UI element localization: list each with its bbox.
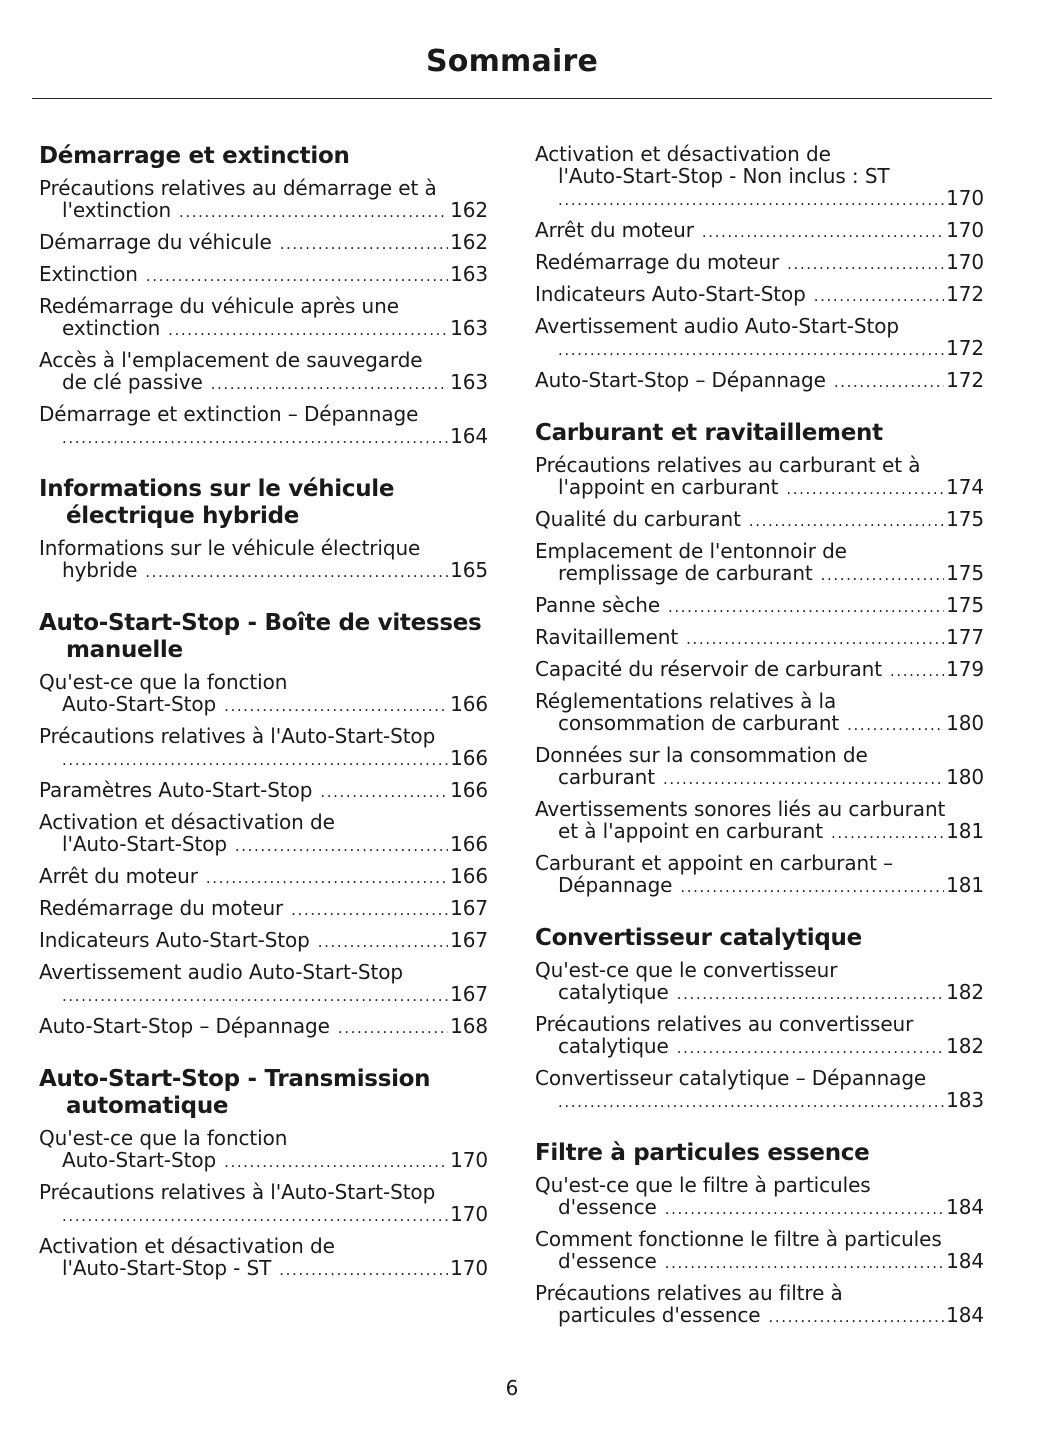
section-title: Filtre à particules essence xyxy=(535,1140,870,1166)
entry-title-last-line: de clé passive xyxy=(62,370,203,394)
page-ref: 167 xyxy=(450,896,488,920)
dot-leader xyxy=(558,189,944,211)
entry-title-line: Avertissements sonores liés au carburant xyxy=(535,797,946,821)
entry-title-last-line: d'essence xyxy=(558,1195,657,1219)
page-ref: 170 xyxy=(946,186,984,210)
dot-leader xyxy=(749,510,944,532)
toc-entry[interactable] xyxy=(535,283,984,307)
toc-section xyxy=(535,420,984,898)
entry-title-line: Convertisseur catalytique – Dépannage xyxy=(535,1066,927,1090)
toc-entry[interactable] xyxy=(39,537,488,583)
dot-leader xyxy=(677,983,944,1005)
entry-title-last-line: l'Auto-Start-Stop - ST xyxy=(62,1256,272,1280)
entry-title-last-line: Arrêt du moteur xyxy=(39,864,198,888)
dot-leader xyxy=(320,781,448,803)
page-ref: 164 xyxy=(450,424,488,448)
toc-entry[interactable] xyxy=(39,897,488,921)
entry-title-line: Qu'est-ce que la fonction xyxy=(39,670,288,694)
toc-entry[interactable] xyxy=(39,961,488,1007)
dot-leader xyxy=(787,253,944,275)
entry-title-last-line: Panne sèche xyxy=(535,593,661,617)
dot-leader xyxy=(702,221,944,243)
toc-entry[interactable] xyxy=(39,1235,488,1281)
entry-title-last-line: Qualité du carburant xyxy=(535,507,741,531)
entry-title-line: Carburant et appoint en carburant – xyxy=(535,851,894,875)
entry-title-last-line: l'Auto-Start-Stop xyxy=(62,832,227,856)
entry-title-line: Précautions relatives au carburant et à xyxy=(535,453,921,477)
page-ref: 170 xyxy=(946,218,984,242)
page-ref: 165 xyxy=(450,558,488,582)
page-ref: 166 xyxy=(450,832,488,856)
toc-entry[interactable] xyxy=(535,251,984,275)
toc-entry[interactable] xyxy=(535,1013,984,1059)
entry-title-line: Redémarrage du véhicule après une xyxy=(39,294,399,318)
entry-title-line: Précautions relatives au filtre à xyxy=(535,1281,843,1305)
entry-title-last-line: Paramètres Auto-Start-Stop xyxy=(39,778,313,802)
entry-title-line: Accès à l'emplacement de sauvegarde xyxy=(39,348,423,372)
toc-entry[interactable] xyxy=(535,798,984,844)
dot-leader xyxy=(224,1151,448,1173)
entry-title-last-line: Auto-Start-Stop – Dépannage xyxy=(39,1014,330,1038)
page-number: 6 xyxy=(505,1376,519,1400)
page-ref: 170 xyxy=(450,1148,488,1172)
toc-entry[interactable] xyxy=(39,811,488,857)
entry-title-last-line: Arrêt du moteur xyxy=(535,218,694,242)
toc-entry[interactable] xyxy=(39,349,488,395)
toc-section xyxy=(535,925,984,1113)
section-title: Auto-Start-Stop - Boîte de vitesses manuelle xyxy=(39,610,482,663)
toc-entry[interactable] xyxy=(39,231,488,255)
section-title: Informations sur le véhicule électrique hybride xyxy=(39,476,395,529)
dot-leader xyxy=(338,1017,448,1039)
dot-leader xyxy=(179,201,448,223)
entry-title-last-line: Redémarrage du moteur xyxy=(535,250,780,274)
toc-entry[interactable] xyxy=(535,540,984,586)
entry-title-last-line: Indicateurs Auto-Start-Stop xyxy=(535,282,806,306)
toc-entry[interactable] xyxy=(39,263,488,287)
entry-title-last-line: Indicateurs Auto-Start-Stop xyxy=(39,928,310,952)
entry-title-line: Avertissement audio Auto-Start-Stop xyxy=(39,960,403,984)
dot-leader xyxy=(831,822,944,844)
entry-title-line: l'Auto-Start-Stop - Non inclus : ST xyxy=(558,164,890,188)
page-ref: 182 xyxy=(946,980,984,1004)
dot-leader xyxy=(680,876,944,898)
entry-title-line: Précautions relatives à l'Auto-Start-Stop xyxy=(39,724,436,748)
entry-title-line: Précautions relatives à l'Auto-Start-Stop xyxy=(39,1180,436,1204)
section-title: Convertisseur catalytique xyxy=(535,925,862,951)
page-ref: 181 xyxy=(946,819,984,843)
toc-entry[interactable] xyxy=(39,1181,488,1227)
section-title: Auto-Start-Stop - Transmission automatique xyxy=(39,1066,431,1119)
toc-entry[interactable] xyxy=(535,852,984,898)
toc-entry[interactable] xyxy=(39,671,488,717)
page-ref: 166 xyxy=(450,864,488,888)
toc-entry[interactable] xyxy=(39,295,488,341)
page-ref: 182 xyxy=(946,1034,984,1058)
entry-title-last-line: et à l'appoint en carburant xyxy=(558,819,823,843)
page-ref: 172 xyxy=(946,282,984,306)
entry-title-last-line: d'essence xyxy=(558,1249,657,1273)
toc-entry[interactable] xyxy=(535,594,984,618)
toc-entry[interactable] xyxy=(535,1282,984,1328)
section-title: Démarrage et extinction xyxy=(39,143,350,169)
entry-title-line: Avertissement audio Auto-Start-Stop xyxy=(535,314,899,338)
toc-entry[interactable] xyxy=(535,1067,984,1113)
dot-leader xyxy=(62,1205,448,1227)
page-ref: 162 xyxy=(450,198,488,222)
page-ref: 163 xyxy=(450,316,488,340)
toc-entry[interactable] xyxy=(535,626,984,650)
dot-leader xyxy=(318,931,448,953)
entry-title-last-line: consommation de carburant xyxy=(558,711,840,735)
page-ref: 170 xyxy=(450,1202,488,1226)
toc-entry[interactable] xyxy=(39,1127,488,1173)
page-ref: 184 xyxy=(946,1195,984,1219)
toc-section xyxy=(535,1140,984,1328)
toc-section xyxy=(39,610,488,1039)
toc-section xyxy=(39,476,488,583)
dot-leader xyxy=(890,660,944,682)
page-ref: 170 xyxy=(450,1256,488,1280)
page-ref: 163 xyxy=(450,262,488,286)
entry-title-last-line: Redémarrage du moteur xyxy=(39,896,284,920)
toc-entry[interactable] xyxy=(39,403,488,449)
page-ref: 168 xyxy=(450,1014,488,1038)
dot-leader xyxy=(814,285,944,307)
toc-entry[interactable] xyxy=(39,929,488,953)
entry-title-last-line: Démarrage du véhicule xyxy=(39,230,272,254)
toc-entry[interactable] xyxy=(39,865,488,889)
entry-title-last-line: particules d'essence xyxy=(558,1303,761,1327)
toc-entry[interactable] xyxy=(535,508,984,532)
entry-title-last-line: Capacité du réservoir de carburant xyxy=(535,657,883,681)
toc-entry[interactable] xyxy=(39,725,488,771)
entry-title-line: Précautions relatives au convertisseur xyxy=(535,1012,914,1036)
entry-title-line: Activation et désactivation de xyxy=(39,810,335,834)
entry-title-last-line: extinction xyxy=(62,316,161,340)
dot-leader xyxy=(821,564,944,586)
entry-title-last-line: catalytique xyxy=(558,1034,669,1058)
dot-leader xyxy=(665,1198,944,1220)
entry-title-last-line: Auto-Start-Stop xyxy=(62,1148,217,1172)
entry-title-last-line: Extinction xyxy=(39,262,138,286)
dot-leader xyxy=(686,628,944,650)
dot-leader xyxy=(168,319,448,341)
entry-title-line: Démarrage et extinction – Dépannage xyxy=(39,402,419,426)
dot-leader xyxy=(206,867,448,889)
dot-leader xyxy=(786,478,944,500)
toc-right-column xyxy=(535,143,984,1355)
page-ref: 162 xyxy=(450,230,488,254)
page-ref: 163 xyxy=(450,370,488,394)
page-ref: 174 xyxy=(946,475,984,499)
entry-title-last-line: hybride xyxy=(62,558,138,582)
page-ref: 167 xyxy=(450,982,488,1006)
toc-entry[interactable] xyxy=(535,219,984,243)
dot-leader xyxy=(558,1091,944,1113)
page-ref: 184 xyxy=(946,1303,984,1327)
page-title: Sommaire xyxy=(425,44,598,79)
entry-title-line: Qu'est-ce que le convertisseur xyxy=(535,958,838,982)
entry-title-last-line: Auto-Start-Stop xyxy=(62,692,217,716)
page-ref: 180 xyxy=(946,765,984,789)
entry-title-line: Activation et désactivation de xyxy=(535,142,831,166)
title-rule xyxy=(32,98,992,99)
toc-entry[interactable] xyxy=(535,744,984,790)
dot-leader xyxy=(558,339,944,361)
toc-entry[interactable] xyxy=(39,1015,488,1039)
dot-leader xyxy=(668,596,944,618)
page-ref: 183 xyxy=(946,1088,984,1112)
entry-title-last-line: remplissage de carburant xyxy=(558,561,813,585)
section-title: Carburant et ravitaillement xyxy=(535,420,883,446)
dot-leader xyxy=(62,427,448,449)
toc-entry[interactable] xyxy=(535,1228,984,1274)
page-ref: 175 xyxy=(946,507,984,531)
toc-section xyxy=(39,1066,488,1281)
page-ref: 167 xyxy=(450,928,488,952)
entry-title-line: Qu'est-ce que le filtre à particules xyxy=(535,1173,871,1197)
entry-title-line: Qu'est-ce que la fonction xyxy=(39,1126,288,1150)
page-ref: 175 xyxy=(946,561,984,585)
dot-leader xyxy=(677,1037,944,1059)
dot-leader xyxy=(769,1306,945,1328)
toc-entry[interactable] xyxy=(535,143,984,211)
page-ref: 177 xyxy=(946,625,984,649)
dot-leader xyxy=(211,373,448,395)
entry-title-last-line: catalytique xyxy=(558,980,669,1004)
toc-left-column xyxy=(39,143,488,1308)
toc-entry[interactable] xyxy=(535,959,984,1005)
page-ref: 172 xyxy=(946,368,984,392)
page-ref: 166 xyxy=(450,746,488,770)
entry-title-last-line: Auto-Start-Stop – Dépannage xyxy=(535,368,826,392)
entry-title-line: Informations sur le véhicule électrique xyxy=(39,536,421,560)
dot-leader xyxy=(145,561,448,583)
page-ref: 172 xyxy=(946,336,984,360)
entry-title-line: Emplacement de l'entonnoir de xyxy=(535,539,847,563)
entry-title-line: Réglementations relatives à la xyxy=(535,689,837,713)
entry-title-line: Données sur la consommation de xyxy=(535,743,868,767)
toc-entry[interactable] xyxy=(39,779,488,803)
toc-section xyxy=(39,143,488,449)
entry-title-line: Comment fonctionne le filtre à particules xyxy=(535,1227,942,1251)
page-ref: 181 xyxy=(946,873,984,897)
page-ref: 175 xyxy=(946,593,984,617)
dot-leader xyxy=(847,714,944,736)
entry-title-line: Précautions relatives au démarrage et à xyxy=(39,176,437,200)
dot-leader xyxy=(665,1252,944,1274)
dot-leader xyxy=(663,768,944,790)
dot-leader xyxy=(62,985,448,1007)
page-ref: 180 xyxy=(946,711,984,735)
toc-entry[interactable] xyxy=(39,177,488,223)
entry-title-last-line: carburant xyxy=(558,765,655,789)
page-ref: 184 xyxy=(946,1249,984,1273)
dot-leader xyxy=(280,233,448,255)
page-ref: 170 xyxy=(946,250,984,274)
dot-leader xyxy=(62,749,448,771)
toc-section xyxy=(535,143,984,393)
entry-title-last-line: l'appoint en carburant xyxy=(558,475,779,499)
toc-entry[interactable] xyxy=(535,658,984,682)
entry-title-last-line: Ravitaillement xyxy=(535,625,679,649)
entry-title-last-line: l'extinction xyxy=(62,198,172,222)
toc-entry[interactable] xyxy=(535,690,984,736)
toc-entry[interactable] xyxy=(535,454,984,500)
page-ref: 166 xyxy=(450,692,488,716)
toc-entry[interactable] xyxy=(535,315,984,361)
dot-leader xyxy=(146,265,448,287)
dot-leader xyxy=(291,899,448,921)
entry-title-line: Activation et désactivation de xyxy=(39,1234,335,1258)
entry-title-last-line: Dépannage xyxy=(558,873,673,897)
toc-entry[interactable] xyxy=(535,1174,984,1220)
toc-entry[interactable] xyxy=(535,369,984,393)
dot-leader xyxy=(834,371,944,393)
page-ref: 166 xyxy=(450,778,488,802)
dot-leader xyxy=(235,835,448,857)
dot-leader xyxy=(224,695,448,717)
dot-leader xyxy=(279,1259,448,1281)
page-ref: 179 xyxy=(946,657,984,681)
